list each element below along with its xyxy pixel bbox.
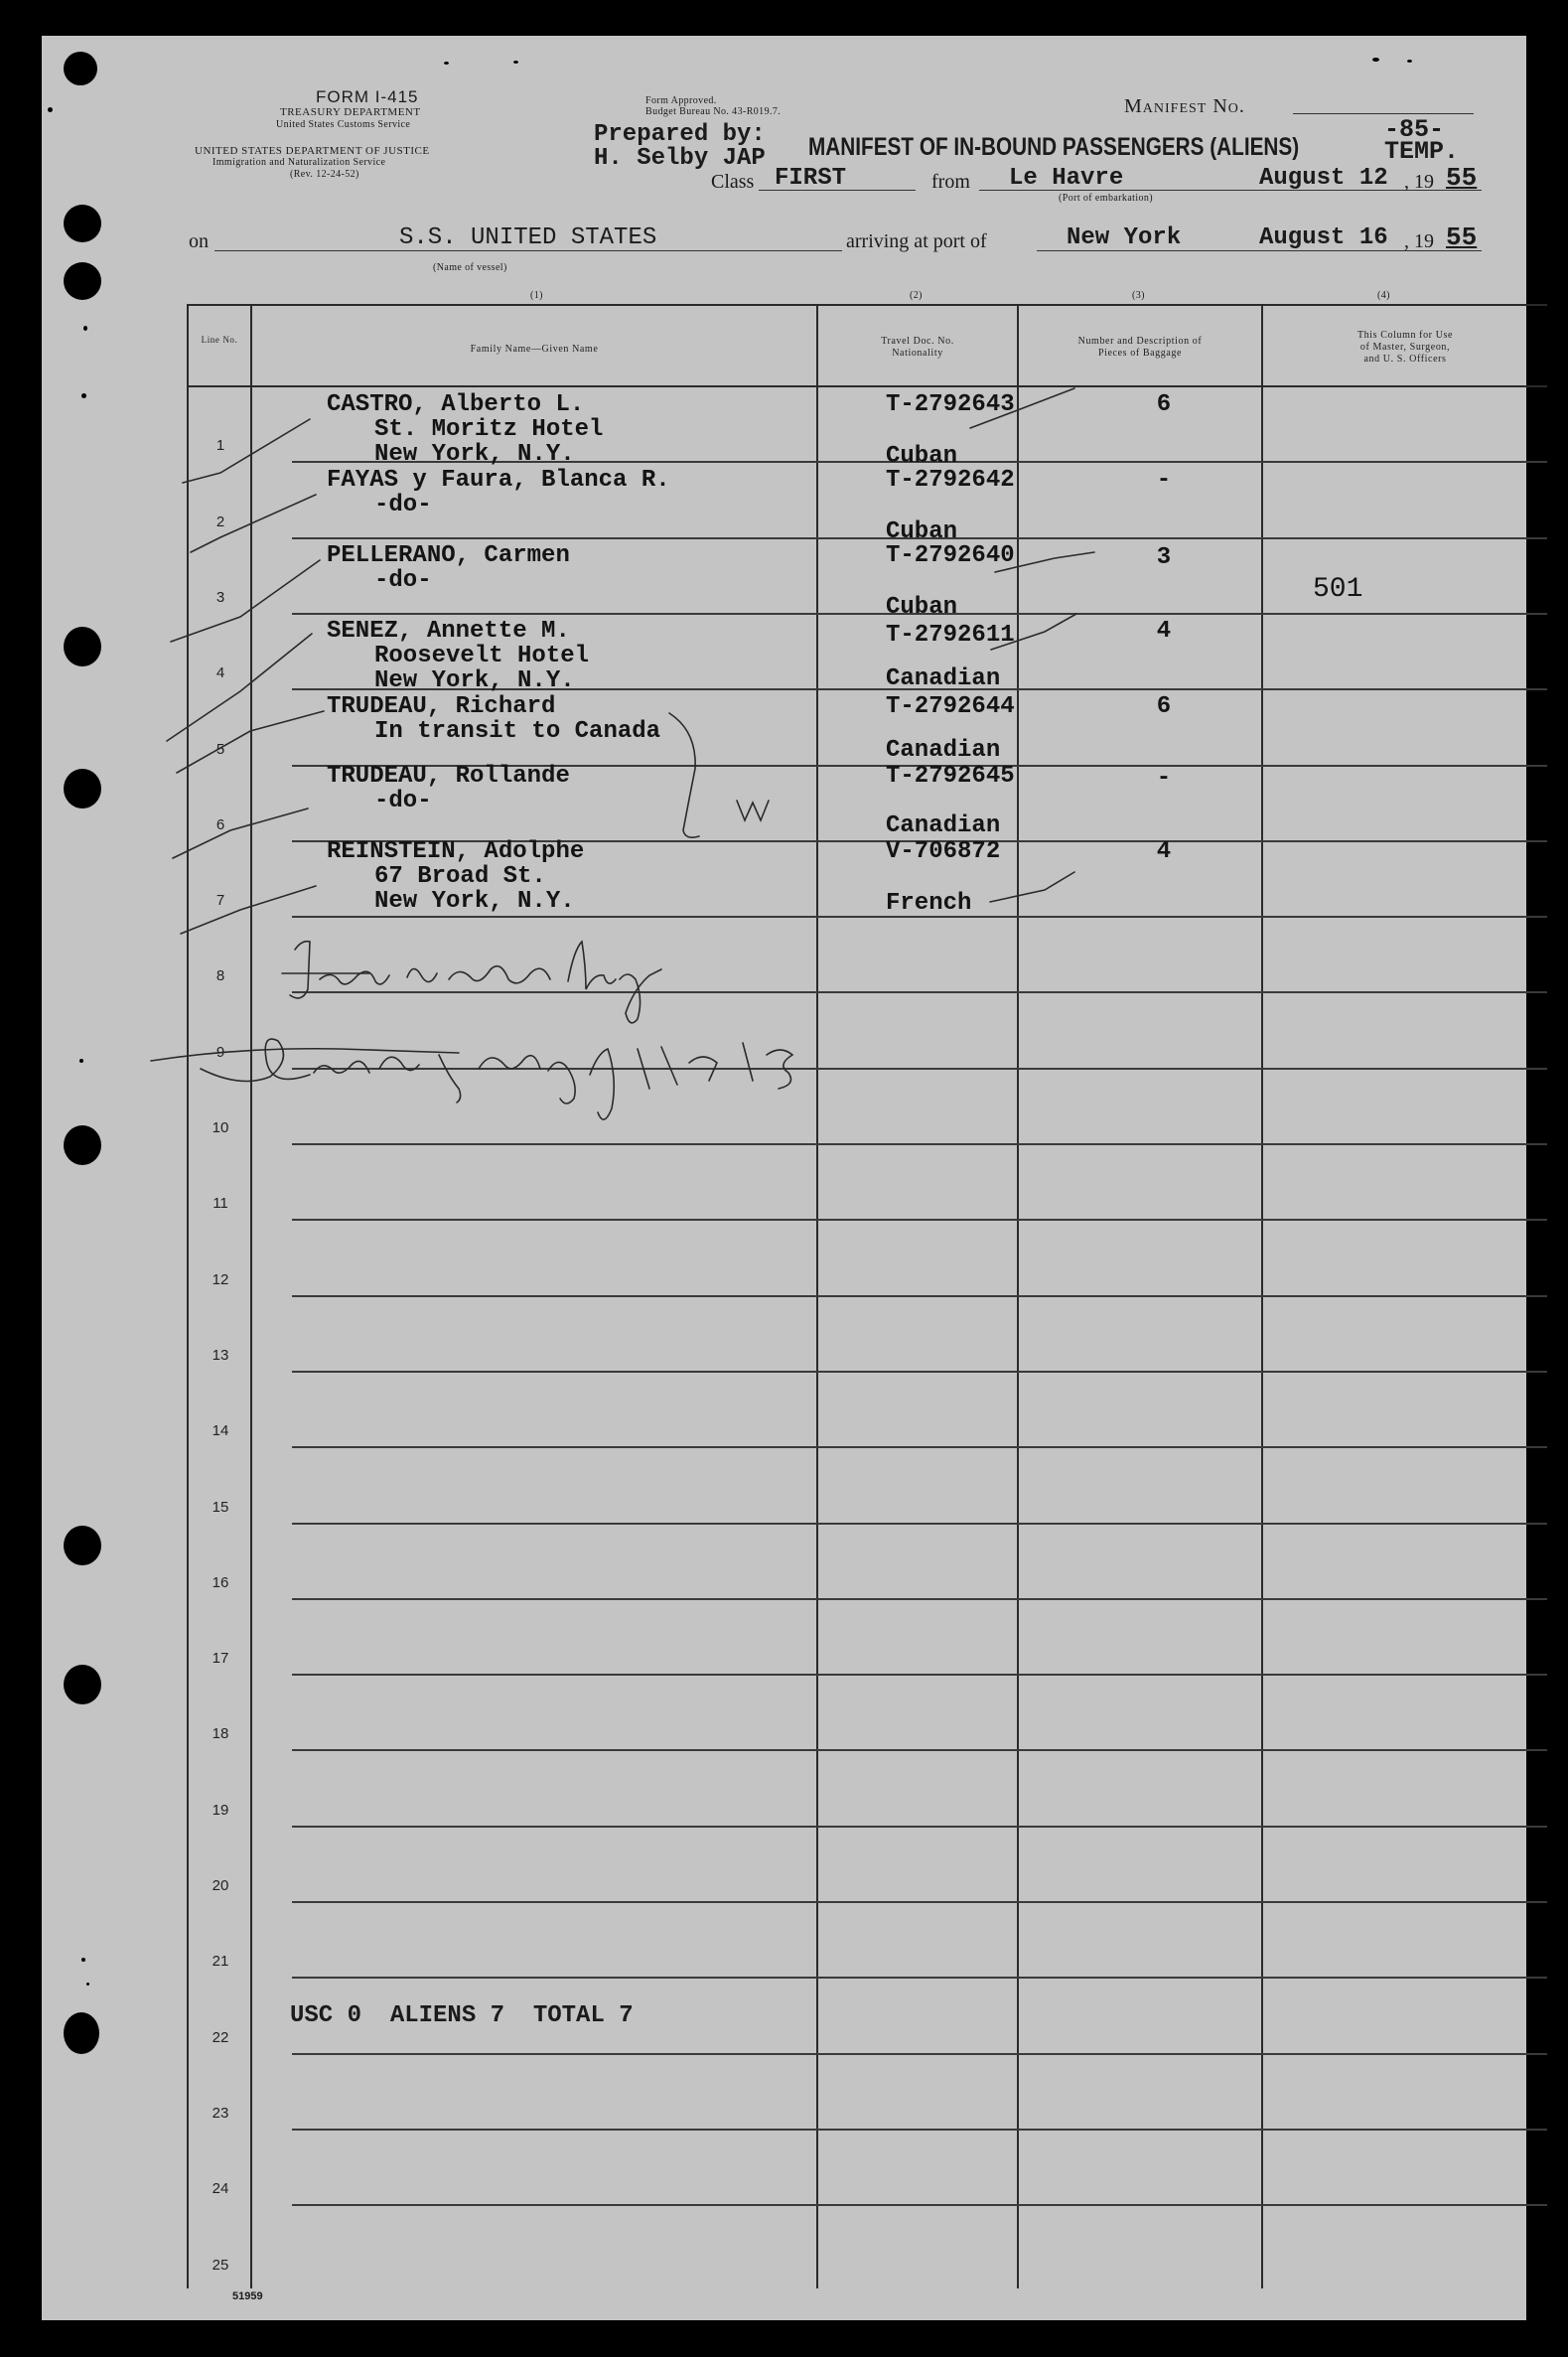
speck <box>444 62 449 65</box>
row-rule <box>292 1977 1547 1979</box>
passenger-name: SENEZ, Annette M. <box>327 618 570 645</box>
baggage-count: 4 <box>1156 618 1172 645</box>
travel-doc-number: T-2792645 <box>886 763 1015 790</box>
row-rule <box>292 1598 1547 1600</box>
baggage-count: - <box>1156 765 1172 792</box>
signature-2 <box>151 1039 792 1119</box>
speck <box>1407 60 1412 63</box>
pen-stroke <box>737 801 769 820</box>
line-number: 16 <box>212 1574 229 1591</box>
line-number: 22 <box>212 2029 229 2046</box>
arrival-year: 55 <box>1446 222 1478 252</box>
punch-hole <box>64 769 101 809</box>
row-rule <box>292 991 1547 993</box>
manifest-title: MANIFEST OF IN-BOUND PASSENGERS (ALIENS) <box>808 133 1300 161</box>
nationality: Canadian <box>886 812 1001 839</box>
line-number: 2 <box>215 514 225 530</box>
travel-doc-number: T-2792642 <box>886 467 1015 494</box>
line-number: 23 <box>212 2105 229 2122</box>
line-number: 20 <box>212 1877 229 1894</box>
passenger-address: Roosevelt Hotel <box>374 643 590 669</box>
line-no-header: Line No. <box>201 335 238 345</box>
line-number: 21 <box>212 1953 229 1970</box>
speck <box>1372 58 1379 62</box>
row-rule <box>292 2053 1547 2055</box>
line-number: 10 <box>212 1119 229 1136</box>
check-mark <box>171 560 320 642</box>
treasury-dept: TREASURY DEPARTMENT <box>280 106 421 118</box>
line-number: 3 <box>215 589 225 606</box>
col-number-1: (1) <box>530 290 543 301</box>
baggage-count: 6 <box>1156 391 1172 418</box>
customs-service: United States Customs Service <box>276 119 411 130</box>
vessel-caption: (Name of vessel) <box>433 262 507 273</box>
row-rule <box>292 1674 1547 1676</box>
line-col-border-left <box>187 304 189 2288</box>
punch-hole <box>64 627 101 666</box>
speck <box>86 1983 89 1986</box>
passenger-address: -do- <box>374 567 432 594</box>
on-label: on <box>189 230 209 252</box>
punch-hole <box>64 262 101 300</box>
prepared-by: H. Selby JAP <box>594 145 766 172</box>
baggage-count: 6 <box>1156 693 1172 720</box>
row-rule <box>292 1371 1547 1373</box>
revision: (Rev. 12-24-52) <box>290 169 359 180</box>
passenger-name: FAYAS y Faura, Blanca R. <box>327 467 670 494</box>
form-approved: Form Approved. <box>645 95 717 106</box>
line-number: 19 <box>212 1802 229 1819</box>
passenger-address: New York, N.Y. <box>374 667 575 694</box>
line-number: 4 <box>215 664 225 681</box>
punch-hole <box>64 1665 101 1704</box>
passenger-name: REINSTEIN, Adolphe <box>327 838 585 865</box>
depart-year-prefix: , 19 <box>1404 171 1434 193</box>
arrival-date: August 16 <box>1259 224 1388 251</box>
officer-note: 501 <box>1313 574 1363 605</box>
passenger-address: In transit to Canada <box>374 718 661 745</box>
pen-stroke <box>990 872 1074 902</box>
doc-header-1: Travel Doc. No. <box>881 336 954 347</box>
from-label: from <box>931 171 970 193</box>
line-col-border <box>250 304 252 2288</box>
row-rule <box>292 1446 1547 1448</box>
line-number: 9 <box>215 1044 225 1061</box>
nationality: Cuban <box>886 594 958 621</box>
speck <box>48 107 53 112</box>
line-number: 6 <box>215 816 225 833</box>
row-rule <box>292 1219 1547 1221</box>
passenger-address: -do- <box>374 788 432 814</box>
table-header-rule <box>187 385 1547 387</box>
travel-doc-number: T-2792643 <box>886 391 1015 418</box>
officer-header-2: of Master, Surgeon, <box>1359 342 1451 353</box>
line-number: 8 <box>215 967 225 984</box>
form-number: FORM I-415 <box>316 87 419 106</box>
line-number: 18 <box>212 1725 229 1742</box>
travel-doc-number: V-706872 <box>886 838 1001 865</box>
line-number: 1 <box>215 437 225 454</box>
baggage-header-1: Number and Description of <box>1077 336 1203 347</box>
speck <box>513 61 518 64</box>
from-value: Le Havre <box>1009 165 1124 192</box>
line-number: 24 <box>212 2180 229 2197</box>
bracket-mark <box>669 713 699 837</box>
line-number: 17 <box>212 1650 229 1667</box>
line-number: 25 <box>212 2257 229 2274</box>
totals-line: USC 0 ALIENS 7 TOTAL 7 <box>290 2002 634 2029</box>
nationality: Cuban <box>886 518 958 545</box>
travel-doc-number: T-2792611 <box>886 622 1015 649</box>
depart-date: August 12 <box>1259 165 1388 192</box>
punch-hole <box>64 1526 101 1565</box>
ins-service: Immigration and Naturalization Service <box>213 157 386 168</box>
speck <box>83 326 87 331</box>
row-rule <box>292 2129 1547 2131</box>
punch-hole <box>64 1125 101 1165</box>
line-number: 14 <box>212 1422 229 1439</box>
passenger-address: New York, N.Y. <box>374 888 575 915</box>
officer-header-3: and U. S. Officers <box>1363 354 1447 365</box>
arrival-port: New York <box>1067 224 1182 251</box>
manifest-no-label: Manifest No. <box>1124 95 1245 117</box>
baggage-count: 4 <box>1156 838 1172 865</box>
line-number: 7 <box>215 892 225 909</box>
line-number: 11 <box>213 1195 228 1212</box>
budget-bureau: Budget Bureau No. 43-R019.7. <box>645 106 782 117</box>
signature-1 <box>282 942 661 1023</box>
passenger-name: PELLERANO, Carmen <box>327 542 570 569</box>
baggage-header-2: Pieces of Baggage <box>1097 348 1183 359</box>
doc-header-2: Nationality <box>892 348 943 359</box>
table-top-rule <box>187 304 1547 306</box>
check-mark <box>173 809 308 858</box>
justice-dept: UNITED STATES DEPARTMENT OF JUSTICE <box>195 145 430 157</box>
passenger-address: -do- <box>374 492 432 518</box>
manifest-page <box>42 36 1526 2320</box>
depart-year: 55 <box>1446 163 1478 193</box>
prepared-label: Prepared by: <box>594 121 766 148</box>
col-number-2: (2) <box>910 290 923 301</box>
speck <box>79 1059 83 1063</box>
nationality: Cuban <box>886 443 958 470</box>
row-rule <box>292 1295 1547 1297</box>
arriving-label: arriving at port of <box>846 230 987 252</box>
passenger-name: TRUDEAU, Richard <box>327 693 556 720</box>
row-rule <box>292 1901 1547 1903</box>
row-rule <box>292 1143 1547 1145</box>
line-number: 13 <box>212 1347 229 1364</box>
vessel-name: S.S. UNITED STATES <box>399 224 657 251</box>
passenger-address: 67 Broad St. <box>374 863 546 890</box>
travel-doc-number: T-2792644 <box>886 693 1015 720</box>
row-rule <box>292 1826 1547 1828</box>
passenger-address: St. Moritz Hotel <box>374 416 604 443</box>
line-number: 15 <box>212 1499 229 1516</box>
speck <box>81 1958 85 1962</box>
class-value: FIRST <box>775 165 847 192</box>
manifest-no-line <box>1293 113 1474 114</box>
speck <box>81 393 86 398</box>
row-rule <box>292 1523 1547 1525</box>
baggage-count: - <box>1156 467 1172 494</box>
punch-hole <box>64 2012 99 2054</box>
class-label: Class <box>711 171 755 193</box>
punch-hole <box>64 52 97 85</box>
name-header: Family Name—Given Name <box>470 344 599 355</box>
passenger-address: New York, N.Y. <box>374 441 575 468</box>
arrival-year-prefix: , 19 <box>1404 230 1434 252</box>
punch-hole <box>64 205 101 242</box>
nationality: Canadian <box>886 737 1001 764</box>
row-rule <box>292 1068 1547 1070</box>
temp-label: TEMP. <box>1384 137 1460 166</box>
line-number: 5 <box>215 741 225 758</box>
passenger-name: TRUDEAU, Rollande <box>327 763 570 790</box>
nationality: Canadian <box>886 665 1001 692</box>
manifest-no: -85- <box>1384 115 1445 144</box>
baggage-count: 3 <box>1156 544 1172 571</box>
nationality: French <box>886 890 972 917</box>
port-caption: (Port of embarkation) <box>1059 193 1154 204</box>
row-rule <box>292 1749 1547 1751</box>
col-number-4: (4) <box>1377 290 1390 301</box>
col-number-3: (3) <box>1132 290 1145 301</box>
line-number: 12 <box>212 1271 229 1288</box>
officer-header-1: This Column for Use <box>1356 330 1454 341</box>
travel-doc-number: T-2792640 <box>886 542 1015 569</box>
passenger-name: CASTRO, Alberto L. <box>327 391 585 418</box>
footer-code: 51959 <box>232 2290 263 2302</box>
row-rule <box>292 2204 1547 2206</box>
